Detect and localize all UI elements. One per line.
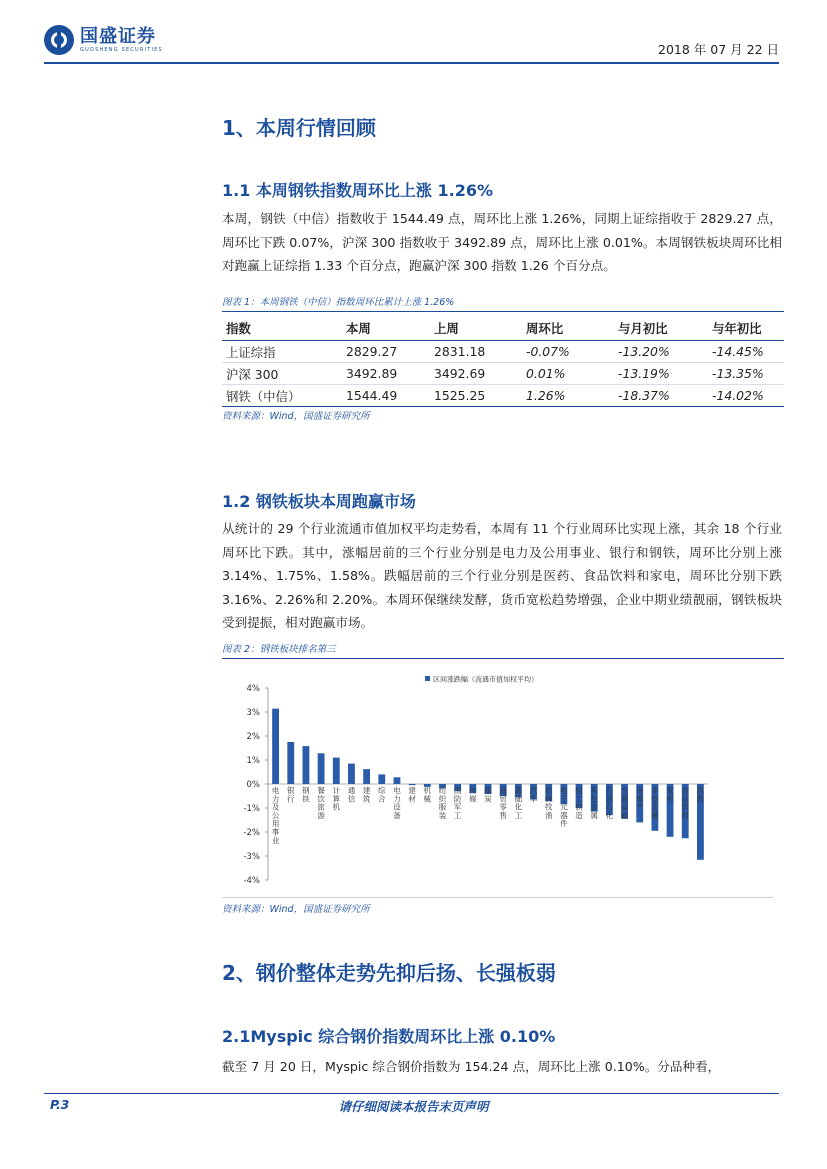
logo-name: 国盛证券	[80, 26, 156, 47]
category-label: 机械	[423, 786, 432, 804]
category-label: 农林牧渔	[544, 786, 553, 820]
table-cell: 3492.89	[342, 363, 430, 385]
category-label: 房地产	[635, 786, 644, 812]
section-2-1-paragraph: 截至 7 月 20 日，Myspic 综合钢价指数为 154.24 点，周环比上涨 0.10%。分品种看，	[222, 1059, 721, 1074]
y-tick-label: 4%	[246, 684, 260, 694]
chart-divider	[222, 897, 773, 898]
category-label: 电子元器件	[560, 786, 568, 829]
category-label: 交通运输	[620, 786, 629, 820]
category-label: 电力及公用事业	[271, 786, 280, 845]
category-label: 建材	[408, 786, 416, 804]
bar	[394, 777, 401, 784]
category-label: 银行	[287, 786, 295, 804]
table-row	[222, 341, 784, 363]
bar	[348, 764, 355, 784]
table-cell: 上证综指	[222, 341, 342, 363]
table-row	[222, 385, 784, 407]
category-label: 商贸零售	[499, 786, 507, 820]
bar	[363, 769, 370, 784]
bar	[287, 742, 294, 784]
section-1-2-paragraph: 从统计的 29 个行业流通市值加权平均走势看，本周有 11 个行业周环比实现上涨，其余 18 个行业周环比下跌。其中，涨幅居前的三个行业分别是电力及公用事业、银行和钢铁，周环比分别上涨 3.14%、1.75%、1.58%。跌幅居前的三个行业分别是医药、食品饮料和家电，周环比分别下跌 3.16%、2.26%和 2.20%。本周环保继续发酵，货币宽松趋势增强，企业中期业绩靓丽，钢铁板块受到提振，相对跑赢市场。	[222, 521, 782, 630]
category-label: 基础化工	[514, 786, 523, 820]
category-label: 轻工制造	[575, 786, 583, 820]
y-tick-label: -4%	[243, 876, 260, 886]
table-cell: -13.35%	[708, 363, 784, 385]
table-1-caption: 图表 1：本周钢铁（中信）指数周环比累计上涨 1.26%	[222, 294, 784, 312]
category-label: 传媒	[469, 786, 477, 804]
bar	[333, 758, 340, 784]
bar	[303, 746, 310, 784]
legend-label: 区间涨跌幅（流通市值加权平均）	[433, 675, 538, 684]
footer-divider	[44, 1093, 779, 1094]
y-tick-label: -3%	[243, 852, 260, 862]
table-header: 周环比	[522, 316, 614, 341]
category-label: 煤炭	[484, 786, 492, 804]
industry-return-chart	[222, 663, 772, 895]
section-1-1-paragraph: 本周，钢铁（中信）指数收于 1544.49 点，周环比上涨 1.26%，同期上证综指收于 2829.27 点，周环比下跌 0.07%，沪深 300 指数收于 3492.89 点，周环比上涨 0.01%。本周钢铁板块周环比相对跑赢上证综指 1.33 个百分点，跑赢沪深 300 指数 1.26 个百分点。	[222, 211, 782, 273]
table-cell: 3492.69	[430, 363, 522, 385]
section-2-1-title: 2.1Myspic 综合钢价指数周环比上涨 0.10%	[222, 1027, 556, 1046]
page-header	[0, 0, 827, 70]
table-header: 本周	[342, 316, 430, 341]
table-cell: 沪深 300	[222, 363, 342, 385]
page-number: P.3	[50, 1097, 70, 1112]
category-label: 国防军工	[453, 786, 462, 820]
section-1-2-title: 1.2 钢铁板块本周跑赢市场	[222, 492, 416, 511]
table-header: 指数	[222, 316, 342, 341]
category-label: 钢铁	[302, 786, 310, 804]
section-1-1-title: 1.1 本周钢铁指数周环比上涨 1.26%	[222, 181, 493, 200]
category-label: 电力设备	[393, 786, 401, 820]
legend-swatch	[425, 676, 430, 681]
section-1-title: 1、本周行情回顾	[222, 116, 376, 140]
header-divider	[44, 62, 779, 64]
table-cell: 1544.49	[342, 385, 430, 407]
index-table	[222, 316, 784, 407]
category-label: 有色金属	[590, 786, 598, 820]
table-cell: -13.20%	[614, 341, 708, 363]
table-1-source: 资料来源：Wind，国盛证券研究所	[222, 411, 370, 422]
section-2-title: 2、钢价整体走势先抑后扬、长强板弱	[222, 961, 556, 985]
category-label: 建筑	[362, 786, 371, 804]
table-cell: 2831.18	[430, 341, 522, 363]
category-label: 汽车	[529, 786, 538, 804]
table-cell: 0.01%	[522, 363, 614, 385]
table-header: 与年初比	[708, 316, 784, 341]
bar	[318, 753, 325, 784]
chart-source: 资料来源：Wind，国盛证券研究所	[222, 904, 370, 915]
report-date: 2018 年 07 月 22 日	[658, 42, 779, 57]
category-label: 通信	[347, 786, 356, 804]
table-cell: 2829.27	[342, 341, 430, 363]
y-tick-label: -1%	[243, 804, 260, 814]
y-tick-label: -2%	[243, 828, 260, 838]
table-header: 与月初比	[614, 316, 708, 341]
table-cell: -0.07%	[522, 341, 614, 363]
category-label: 餐饮旅游	[317, 786, 325, 820]
category-label: 计算机	[332, 786, 341, 812]
table-cell: -18.37%	[614, 385, 708, 407]
category-label: 非银金融	[651, 786, 659, 820]
category-label: 纺织服装	[438, 786, 447, 820]
category-label: 综合	[378, 786, 386, 804]
table-cell: -14.02%	[708, 385, 784, 407]
category-label: 家电	[666, 786, 674, 804]
table-cell: 1525.25	[430, 385, 522, 407]
table-cell: -13.19%	[614, 363, 708, 385]
table-header-row	[222, 316, 784, 341]
table-cell: -14.45%	[708, 341, 784, 363]
table-cell: 钢铁（中信）	[222, 385, 342, 407]
logo-english: GUOSHENG SECURITIES	[80, 47, 163, 53]
table-header: 上周	[430, 316, 522, 341]
bar	[272, 709, 279, 784]
category-label: 食品饮料	[681, 786, 689, 820]
y-tick-label: 3%	[246, 708, 260, 718]
bar	[378, 774, 385, 784]
category-label: 石油石化	[605, 786, 614, 820]
footer-disclaimer: 请仔细阅读本报告末页声明	[338, 1099, 489, 1114]
table-row	[222, 363, 784, 385]
category-label: 医药	[696, 786, 705, 804]
logo-icon	[44, 25, 74, 55]
y-tick-label: 1%	[246, 756, 260, 766]
y-tick-label: 2%	[246, 732, 260, 742]
chart-caption: 图表 2：钢铁板块排名第三	[222, 641, 784, 659]
table-cell: 1.26%	[522, 385, 614, 407]
company-logo	[44, 25, 163, 55]
y-tick-label: 0%	[246, 780, 260, 790]
